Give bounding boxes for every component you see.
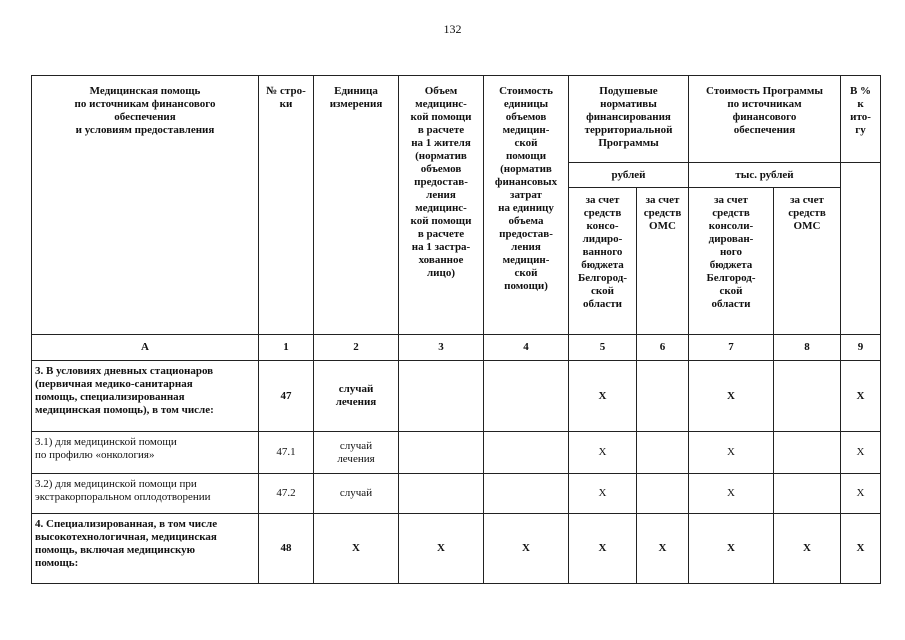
column-number: 8 [774, 335, 841, 361]
row-label: 3.2) для медицинской помощи при экстракорпоральном оплодотворении [32, 474, 259, 514]
header-unit-rub: рублей [569, 163, 689, 188]
header-group-cost: Стоимость Программы по источникам финансового обеспечения [689, 76, 841, 163]
page-number: 132 [443, 22, 462, 36]
row-label: 4. Специализированная, в том числе высокотехнологичная, медицинская помощь, включая медицинскую помощь: [32, 514, 259, 584]
row-label: 3. В условиях дневных стационаров (первичная медико-санитарная помощь, специализированная медицинская помощь), в том числе: [32, 361, 259, 432]
column-number: 5 [569, 335, 637, 361]
table-row [32, 514, 881, 584]
column-numbers-row [32, 335, 881, 361]
header-col-5: за счет средств консо- лидиро- ванного бюджета Белгород- ской области [569, 188, 637, 335]
table-row [32, 432, 881, 474]
row-cell [774, 474, 841, 514]
header-col-2: Единица измерения [314, 76, 399, 335]
header-unit-thousand-rub: тыс. рублей [689, 163, 841, 188]
column-number: 6 [637, 335, 689, 361]
header-col-9: В % к ито- гу [841, 76, 881, 163]
table-row [32, 474, 881, 514]
header-col-7: за счет средств консоли- дирован- ного бюджета Белгород- ской области [689, 188, 774, 335]
row-cell [637, 474, 689, 514]
row-cell [637, 432, 689, 474]
column-number: 3 [399, 335, 484, 361]
row-cell: Х [484, 514, 569, 584]
row-cell: Х [841, 432, 881, 474]
column-number: 4 [484, 335, 569, 361]
financing-table [31, 75, 881, 584]
column-number: 2 [314, 335, 399, 361]
row-unit: случай лечения [314, 432, 399, 474]
header-col-a: Медицинская помощь по источникам финансового обеспечения и условиям предоставления [32, 76, 259, 335]
row-unit: Х [314, 514, 399, 584]
row-cell: Х [689, 432, 774, 474]
row-cell: Х [569, 514, 637, 584]
row-cell: Х [689, 514, 774, 584]
column-number: А [32, 335, 259, 361]
row-cell [637, 361, 689, 432]
header-col-6: за счет средств ОМС [637, 188, 689, 335]
row-cell [484, 432, 569, 474]
row-cell [484, 474, 569, 514]
row-cell: Х [569, 432, 637, 474]
row-cell: Х [841, 514, 881, 584]
column-number: 7 [689, 335, 774, 361]
row-cell: Х [689, 474, 774, 514]
row-cell [399, 474, 484, 514]
row-cell [484, 361, 569, 432]
header-col-8: за счет средств ОМС [774, 188, 841, 335]
column-number: 1 [259, 335, 314, 361]
row-cell [399, 361, 484, 432]
table-row [32, 361, 881, 432]
row-cell: Х [774, 514, 841, 584]
row-cell: Х [569, 474, 637, 514]
header-group-per-capita: Подушевые нормативы финансирования территориальной Программы [569, 76, 689, 163]
row-cell: Х [569, 361, 637, 432]
row-cell: Х [637, 514, 689, 584]
header-col-1: № стро- ки [259, 76, 314, 335]
row-line-number: 47.1 [259, 432, 314, 474]
row-cell: Х [841, 474, 881, 514]
row-cell: Х [689, 361, 774, 432]
header-col-4: Стоимость единицы объемов медицин- ской помощи (норматив финансовых затрат на единицу объема предостав- ления медицин- ской помощи) [484, 76, 569, 335]
row-line-number: 48 [259, 514, 314, 584]
row-unit: случай лечения [314, 361, 399, 432]
row-cell [399, 432, 484, 474]
header-col-3: Объем медицинс- кой помощи в расчете на 1 жителя (норматив объемов предостав- ления медицинс- кой помощи в расчете на 1 застра- хованное лицо) [399, 76, 484, 335]
row-cell [774, 432, 841, 474]
row-unit: случай [314, 474, 399, 514]
row-line-number: 47 [259, 361, 314, 432]
row-cell: Х [841, 361, 881, 432]
row-cell: Х [399, 514, 484, 584]
row-line-number: 47.2 [259, 474, 314, 514]
column-number: 9 [841, 335, 881, 361]
row-cell [774, 361, 841, 432]
header-col-9-blank [841, 163, 881, 335]
row-label: 3.1) для медицинской помощи по профилю «онкология» [32, 432, 259, 474]
